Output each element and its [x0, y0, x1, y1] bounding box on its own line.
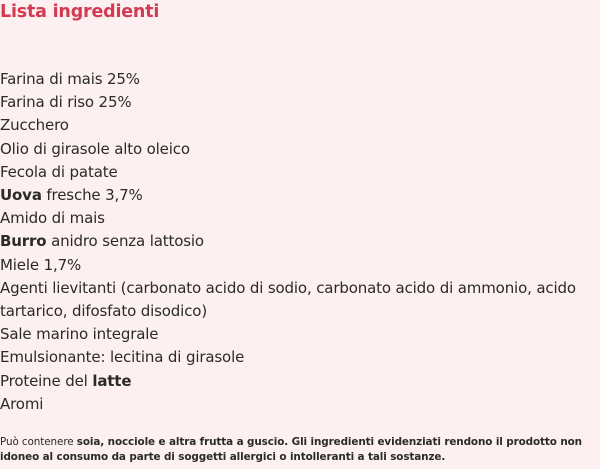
ingredient-item: Agenti lievitanti (carbonato acido di sodio, carbonato acido di ammonio, acido tartarico, difosfato disodico) — [0, 278, 576, 321]
ingredient-item: Aromi — [0, 394, 44, 413]
ingredient-item: Farina di riso 25% — [0, 93, 132, 112]
allergen-highlight: latte — [92, 371, 132, 390]
ingredient-item: Olio di girasole alto oleico — [0, 139, 190, 158]
ingredient-item: Uova fresche 3,7% — [0, 186, 143, 205]
ingredient-item: Fecola di patate — [0, 162, 118, 181]
ingredient-item: Miele 1,7% — [0, 255, 82, 274]
ingredient-item: Burro anidro senza lattosio — [0, 232, 204, 251]
ingredient-list — [0, 68, 598, 416]
ingredient-item: Amido di mais — [0, 209, 105, 228]
allergen-highlight: Uova — [0, 186, 42, 205]
page-title: Lista ingredienti — [0, 2, 160, 22]
allergen-note: Può contenere soia, nocciole e altra frutta a guscio. Gli ingredienti evidenziati rendono il prodotto non idoneo al consumo da parte di soggetti allergici o intolleranti a tali sostanze. — [0, 436, 582, 463]
ingredient-item: Proteine del latte — [0, 371, 132, 390]
ingredient-item: Zucchero — [0, 116, 69, 135]
allergen-highlight: Burro — [0, 232, 47, 251]
ingredient-item: Farina di mais 25% — [0, 70, 140, 88]
ingredient-item: Emulsionante: lecitina di girasole — [0, 348, 245, 367]
ingredient-item: Sale marino integrale — [0, 325, 159, 344]
